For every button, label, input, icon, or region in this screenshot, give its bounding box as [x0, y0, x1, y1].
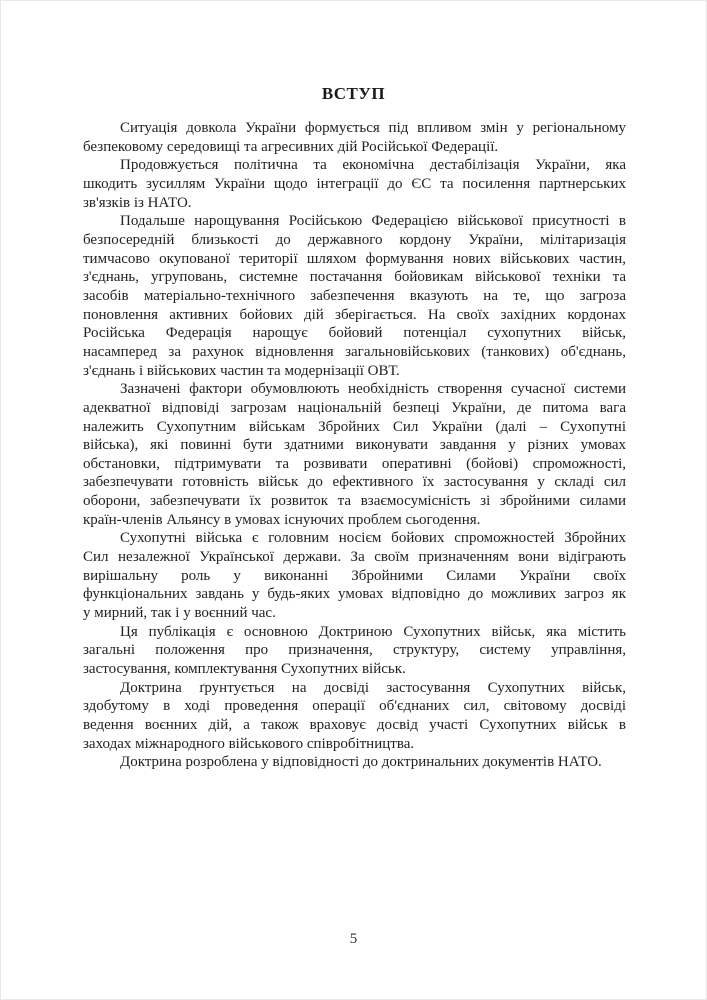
- text-line: з'єднань, угруповань, системне постачання бойовикам військової техніки та: [83, 269, 626, 286]
- text-line: функціональних завдань у будь-яких умовах відповідно до можливих загроз як: [83, 586, 626, 603]
- paragraph: [83, 529, 626, 622]
- text-line: Ситуація довкола України формується під впливом змін у регіональному: [120, 120, 626, 136]
- text-line: Ця публікація є основною Доктриною Сухопутних військ, яка містить: [120, 623, 626, 640]
- paragraph: [83, 380, 626, 529]
- text-line: забезпечувати готовність військ до ефективного їх застосування у складі сил: [83, 474, 626, 491]
- text-line: застосування, комплектування Сухопутних військ.: [83, 661, 406, 678]
- text-line: Продовжується політична та економічна дестабілізація України, яка: [120, 157, 626, 174]
- page-number: 5: [349, 931, 358, 947]
- text-line: шкодить зусиллям України щодо інтеграції до ЄС та посилення партнерських: [83, 175, 626, 192]
- text-line: вирішальну роль у виконанні Збройними Силами України своїх: [83, 567, 626, 584]
- text-line: зв'язків із НАТО.: [83, 194, 192, 211]
- document-body: [83, 119, 626, 772]
- text-line: Зазначені фактори обумовлюють необхідність створення сучасної системи: [120, 381, 626, 398]
- text-line: Сухопутні війська є головним носієм бойових спроможностей Збройних: [120, 530, 626, 547]
- paragraph: [83, 679, 626, 754]
- text-line: країн-членів Альянсу в умовах існуючих проблем сьогодення.: [83, 511, 481, 528]
- text-line: ведення воєнних дій, а також враховує досвід участі Сухопутних військ в: [83, 717, 626, 733]
- text-line: тимчасово окупованої території шляхом формування нових військових частин,: [83, 250, 626, 267]
- text-line: Подальше нарощування Російською Федерацією військової присутності в: [120, 213, 626, 230]
- text-line: Доктрина розроблена у відповідності до доктринальних документів НАТО.: [120, 754, 602, 771]
- text-line: насамперед за рахунок відновлення загальновійськових (танкових) об'єднань,: [83, 343, 626, 360]
- text-line: безпосередній близькості до державного кордону України, мілітаризація: [83, 231, 626, 248]
- text-line: війська), які повинні бути здатними виконувати завдання у різних умовах: [83, 437, 626, 454]
- paragraph: [83, 623, 626, 679]
- text-line: засобів матеріально-технічного забезпечення вказують на те, що загроза: [83, 287, 626, 304]
- text-line: заходах міжнародного військового співробітництва.: [83, 735, 415, 752]
- page-title: ВСТУП: [321, 84, 386, 103]
- text-line: у мирний, так і у воєнний час.: [83, 605, 276, 622]
- text-line: поновлення активних бойових дій зберігається. На своїх західних кордонах: [83, 306, 626, 323]
- text-line: Сил незалежної Української держави. За своїм призначенням вони відіграють: [83, 549, 626, 566]
- text-line: безпековому середовищі та агресивних дій Російської Федерації.: [83, 138, 499, 155]
- text-line: здобутому в ході проведення операції об'єднаних сил, світовому досвіді: [83, 698, 626, 715]
- text-line: адекватної відповіді загрозам національній безпеці України, де питома вага: [83, 399, 626, 416]
- text-line: з'єднань і військових частин та модернізації ОВТ.: [83, 362, 400, 379]
- paragraph: [83, 753, 626, 772]
- paragraph: [83, 119, 626, 156]
- text-line: обстановки, підтримувати та розвивати оперативні (бойові) спроможності,: [83, 455, 626, 472]
- text-line: загальні положення про призначення, структуру, систему управління,: [83, 642, 626, 659]
- text-line: Доктрина ґрунтується на досвіді застосування Сухопутних військ,: [120, 679, 626, 696]
- text-line: оборони, забезпечувати їх розвиток та взаємосумісність зі збройними силами: [83, 493, 626, 510]
- paragraph: [83, 212, 626, 380]
- text-line: належить Сухопутним військам Збройних Сил України (далі – Сухопутні: [83, 418, 626, 435]
- text-line: Російська Федерація нарощує бойовий потенціал сухопутних військ,: [83, 325, 626, 342]
- paragraph: [83, 156, 626, 212]
